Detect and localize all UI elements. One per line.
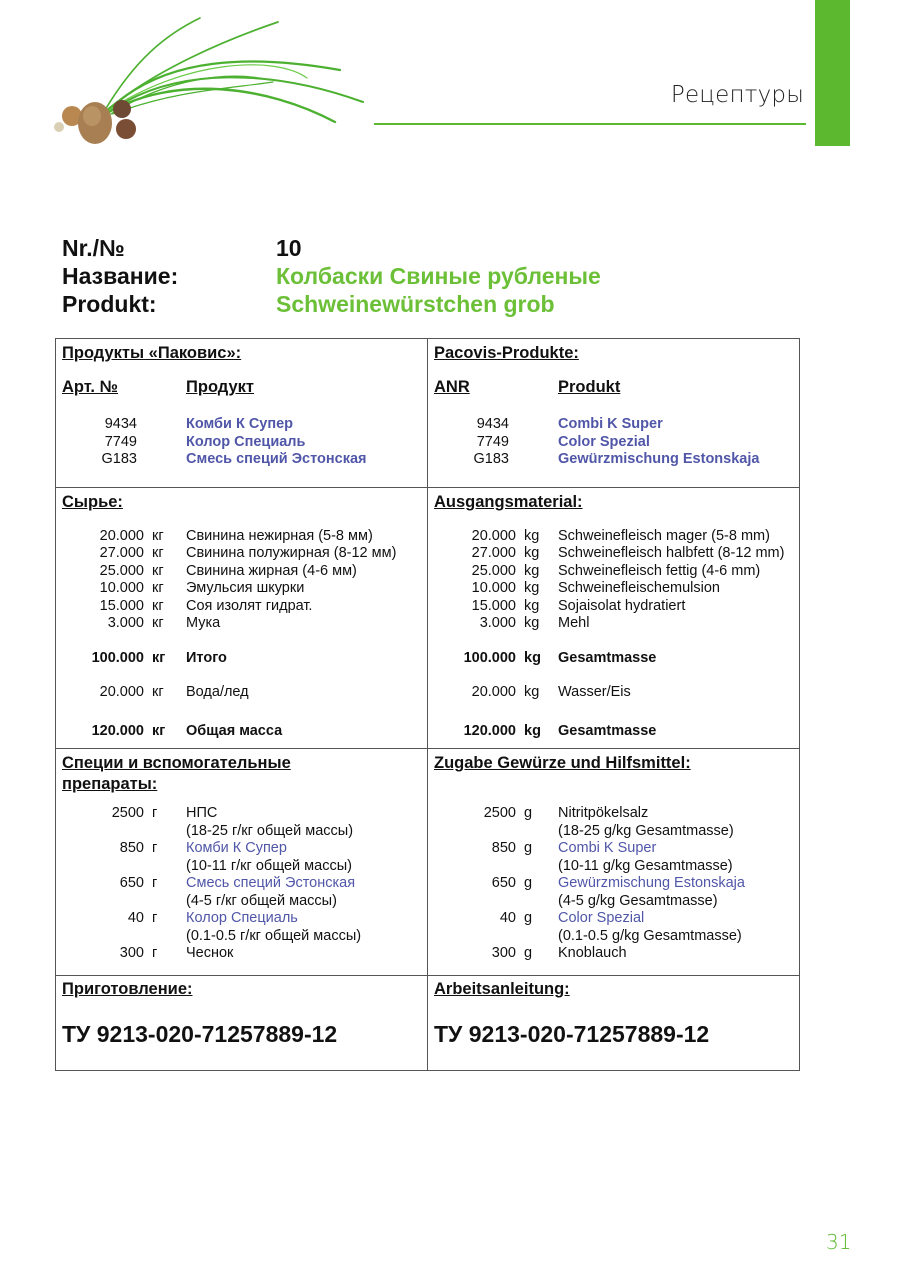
- spices-de-heading: Zugabe Gewürze und Hilfsmittel:: [434, 754, 691, 772]
- raw-de-heading: Ausgangsmaterial:: [434, 492, 583, 511]
- spice-row: [434, 805, 793, 823]
- ingredient-row: [434, 580, 793, 598]
- spice-unit: g: [524, 910, 533, 926]
- total-row: [434, 723, 793, 741]
- total-label: Общая масса: [186, 722, 283, 739]
- products-ru-column-headers: [62, 378, 421, 397]
- product-row: [62, 451, 421, 469]
- products-ru-heading: Продукты «Паковис»:: [62, 344, 242, 362]
- product-name: Колор Специаль: [186, 433, 306, 450]
- spice-row: [434, 910, 793, 928]
- recipe-name-ru-row: [62, 262, 601, 290]
- ingredient-row: [434, 598, 793, 616]
- spice-qty: 40: [127, 910, 144, 926]
- products-de-column-headers: [434, 378, 793, 397]
- preparation-ru-cell: [56, 975, 428, 1070]
- product-name: Gewürzmischung Estonskaja: [558, 451, 760, 467]
- ingredient-qty: 15.000: [471, 597, 516, 614]
- ingredient-qty: 25.000: [471, 562, 516, 579]
- ingredient-row: [62, 580, 421, 598]
- spice-unit: г: [152, 910, 158, 926]
- recipe-name-de-row: [62, 290, 601, 318]
- article-number: 9434: [104, 416, 137, 432]
- total-row: [62, 723, 421, 741]
- ingredient-qty: 27.000: [471, 545, 516, 561]
- preparation-ru-heading: Приготовление:: [62, 979, 193, 998]
- spice-qty: 850: [119, 840, 144, 856]
- preparation-de-code: ТУ 9213-020-71257889-12: [434, 1020, 710, 1047]
- spice-qty: 650: [491, 875, 516, 891]
- ingredient-unit: кг: [152, 615, 164, 631]
- ingredient-qty: 25.000: [99, 562, 144, 579]
- ingredient-qty: 3.000: [107, 615, 144, 631]
- preparation-de-heading: Arbeitsanleitung:: [434, 979, 570, 998]
- ingredient-unit: кг: [152, 545, 164, 561]
- ingredient-qty: 20.000: [99, 527, 144, 544]
- water-row: [62, 684, 421, 702]
- spice-note-row: [62, 858, 421, 876]
- product-name: Color Spezial: [558, 433, 650, 450]
- spice-row: [434, 945, 793, 963]
- ingredient-qty: 10.000: [471, 580, 516, 596]
- spice-name: Чеснок: [186, 945, 234, 961]
- spice-unit: г: [152, 945, 158, 961]
- ingredient-desc: Свинина нежирная (5-8 мм): [186, 527, 373, 544]
- spice-row: [62, 875, 421, 893]
- article-number: G183: [101, 451, 137, 467]
- preparation-ru-code: ТУ 9213-020-71257889-12: [62, 1020, 338, 1047]
- spice-row: [62, 945, 421, 963]
- header-divider: [374, 123, 806, 125]
- recipe-name-ru-value: Колбаски Свиные рубленые: [276, 263, 601, 289]
- raw-ru-list: [62, 528, 421, 741]
- spices-illustration: [45, 10, 375, 150]
- spice-name: Color Spezial: [558, 910, 645, 926]
- spice-qty: 300: [491, 945, 516, 961]
- preparation-section: [56, 975, 800, 1070]
- ingredient-unit: кг: [152, 562, 164, 579]
- water-unit: kg: [524, 684, 540, 700]
- subtotal-row: [62, 650, 421, 668]
- spice-name: НПС: [186, 805, 218, 821]
- spice-unit: г: [152, 840, 158, 856]
- recipe-number-label: Nr./№: [62, 235, 125, 261]
- ingredient-desc: Эмульсия шкурки: [186, 580, 305, 596]
- peppercorn-icon: [54, 122, 64, 132]
- ingredient-row: [434, 563, 793, 581]
- product-column-header: Produkt: [558, 378, 621, 396]
- spice-row: [62, 840, 421, 858]
- ingredient-row: [62, 615, 421, 633]
- subtotal-qty: 100.000: [463, 649, 516, 666]
- spice-qty: 40: [499, 910, 516, 926]
- water-qty: 20.000: [99, 684, 144, 700]
- product-row: [62, 416, 421, 434]
- article-number: 7749: [476, 433, 509, 450]
- raw-ru-cell: [56, 487, 428, 749]
- ingredient-unit: kg: [524, 597, 540, 614]
- ingredient-row: [434, 615, 793, 633]
- spice-note-row: [434, 823, 793, 841]
- spice-note-row: [434, 893, 793, 911]
- subtotal-unit: кг: [152, 649, 166, 666]
- recipe-name-ru-label: Название:: [62, 263, 179, 289]
- spice-row: [62, 805, 421, 823]
- spice-qty: 850: [491, 840, 516, 856]
- ingredient-unit: kg: [524, 562, 540, 579]
- spice-unit: g: [524, 875, 533, 891]
- article-column-header: Арт. №: [62, 378, 118, 396]
- water-unit: кг: [152, 684, 164, 700]
- recipe-name-de-label: Produkt:: [62, 291, 157, 317]
- ingredient-desc: Mehl: [558, 615, 590, 631]
- raw-de-cell: [428, 487, 800, 749]
- ingredient-unit: kg: [524, 545, 540, 561]
- recipe-name-de-value: Schweinewürstchen grob: [276, 291, 555, 317]
- product-row: [434, 416, 793, 434]
- ingredient-desc: Sojaisolat hydratiert: [558, 597, 686, 614]
- product-column-header: Продукт: [186, 378, 254, 396]
- spice-row: [62, 910, 421, 928]
- ingredient-desc: Свинина жирная (4-6 мм): [186, 562, 357, 579]
- spice-qty: 300: [119, 945, 144, 961]
- ingredient-desc: Свинина полужирная (8-12 мм): [186, 545, 397, 561]
- ingredient-desc: Мука: [186, 615, 221, 631]
- raw-de-list: [434, 528, 793, 741]
- recipe-title-block: [62, 234, 601, 318]
- products-ru-cell: [56, 339, 428, 488]
- total-unit: кг: [152, 722, 166, 739]
- products-ru-list: [62, 416, 421, 469]
- section-title: Рецептуры: [670, 82, 804, 108]
- spices-ru-list: [62, 805, 421, 963]
- ingredient-row: [434, 528, 793, 546]
- products-de-heading: Pacovis-Produkte:: [434, 344, 579, 362]
- ingredient-row: [62, 545, 421, 563]
- allspice-berry-icon: [113, 100, 131, 118]
- ingredient-qty: 10.000: [99, 580, 144, 596]
- ingredient-unit: кг: [152, 580, 164, 596]
- raw-ru-heading: Сырье:: [62, 492, 123, 511]
- article-number: 7749: [104, 433, 137, 450]
- spices-section: [56, 749, 800, 976]
- ingredient-row: [62, 598, 421, 616]
- spice-name: Gewürzmischung Estonskaja: [558, 875, 745, 891]
- spice-name: Смесь специй Эстонская: [186, 875, 356, 891]
- spice-dosage-note: (4-5 г/кг общей массы): [186, 892, 337, 909]
- spice-dosage-note: (10-11 g/kg Gesamtmasse): [558, 857, 733, 874]
- spice-note-row: [434, 928, 793, 946]
- spice-dosage-note: (0.1-0.5 g/kg Gesamtmasse): [558, 927, 742, 944]
- water-row: [434, 684, 793, 702]
- article-number: G183: [473, 451, 509, 467]
- spice-unit: г: [152, 805, 158, 821]
- ingredient-row: [434, 545, 793, 563]
- water-label: Wasser/Eis: [558, 684, 631, 700]
- spices-ru-cell: [56, 749, 428, 976]
- products-section: [56, 339, 800, 488]
- ingredient-qty: 3.000: [479, 615, 516, 631]
- ingredient-desc: Schweinefleisch mager (5-8 mm): [558, 527, 770, 544]
- product-name: Комби К Супер: [186, 416, 294, 432]
- total-qty: 120.000: [463, 722, 516, 739]
- spices-de-list: [434, 805, 793, 963]
- page-number: 31: [826, 1230, 852, 1254]
- spices-ru-heading-line1: Специи и вспомогательные: [62, 754, 291, 772]
- spice-note-row: [62, 928, 421, 946]
- spice-dosage-note: (0.1-0.5 г/кг общей массы): [186, 927, 362, 944]
- spices-de-cell: [428, 749, 800, 976]
- product-name: Смесь специй Эстонская: [186, 451, 367, 467]
- header-accent-bar: [815, 0, 850, 146]
- spice-dosage-note: (4-5 g/kg Gesamtmasse): [558, 892, 718, 909]
- product-row: [434, 434, 793, 452]
- subtotal-qty: 100.000: [91, 649, 144, 666]
- product-row: [434, 451, 793, 469]
- spice-name: Колор Специаль: [186, 910, 298, 926]
- spice-unit: g: [524, 805, 533, 821]
- ingredient-desc: Schweinefleisch fettig (4-6 mm): [558, 562, 761, 579]
- raw-material-section: [56, 487, 800, 749]
- spice-note-row: [434, 858, 793, 876]
- total-qty: 120.000: [91, 722, 144, 739]
- spice-unit: g: [524, 840, 533, 856]
- subtotal-label: Gesamtmasse: [558, 649, 657, 666]
- ingredient-desc: Schweinefleischemulsion: [558, 580, 720, 596]
- recipe-number-row: [62, 234, 601, 262]
- ingredient-row: [62, 528, 421, 546]
- recipe-number-value: 10: [276, 235, 302, 261]
- ingredient-row: [62, 563, 421, 581]
- ingredient-qty: 27.000: [99, 545, 144, 561]
- ingredient-desc: Соя изолят гидрат.: [186, 597, 313, 614]
- spice-unit: g: [524, 945, 533, 961]
- spice-note-row: [62, 823, 421, 841]
- ingredient-unit: kg: [524, 615, 540, 631]
- subtotal-row: [434, 650, 793, 668]
- ingredient-unit: kg: [524, 580, 540, 596]
- spice-name: Combi K Super: [558, 840, 657, 856]
- spice-name: Комби К Супер: [186, 840, 287, 856]
- ingredient-qty: 15.000: [99, 597, 144, 614]
- ingredient-qty: 20.000: [471, 527, 516, 544]
- spice-dosage-note: (18-25 g/kg Gesamtmasse): [558, 822, 734, 839]
- article-number: 9434: [476, 416, 509, 432]
- spice-dosage-note: (10-11 г/кг общей массы): [186, 857, 352, 874]
- subtotal-unit: kg: [524, 649, 541, 666]
- total-unit: kg: [524, 722, 541, 739]
- total-label: Gesamtmasse: [558, 722, 657, 739]
- spices-ru-heading: [62, 753, 421, 795]
- spice-row: [434, 875, 793, 893]
- products-de-cell: [428, 339, 800, 488]
- product-name: Combi K Super: [558, 416, 663, 432]
- spice-qty: 650: [119, 875, 144, 891]
- spices-ru-heading-line2: препараты:: [62, 775, 158, 793]
- ingredient-unit: кг: [152, 527, 164, 544]
- spice-qty: 2500: [483, 805, 516, 821]
- ingredient-desc: Schweinefleisch halbfett (8-12 mm): [558, 545, 785, 561]
- spice-dosage-note: (18-25 г/кг общей массы): [186, 822, 354, 839]
- water-label: Вода/лед: [186, 684, 249, 700]
- recipe-table: [55, 338, 800, 1071]
- spice-qty: 2500: [111, 805, 144, 821]
- ingredient-unit: kg: [524, 527, 540, 544]
- spice-name: Knoblauch: [558, 945, 627, 961]
- spice-unit: г: [152, 875, 158, 891]
- spice-note-row: [62, 893, 421, 911]
- spice-row: [434, 840, 793, 858]
- spice-name: Nitritpökelsalz: [558, 805, 649, 821]
- products-de-list: [434, 416, 793, 469]
- product-row: [62, 434, 421, 452]
- water-qty: 20.000: [471, 684, 516, 700]
- subtotal-label: Итого: [186, 649, 227, 666]
- article-column-header: ANR: [434, 378, 470, 396]
- preparation-de-cell: [428, 975, 800, 1070]
- ingredient-unit: кг: [152, 597, 164, 614]
